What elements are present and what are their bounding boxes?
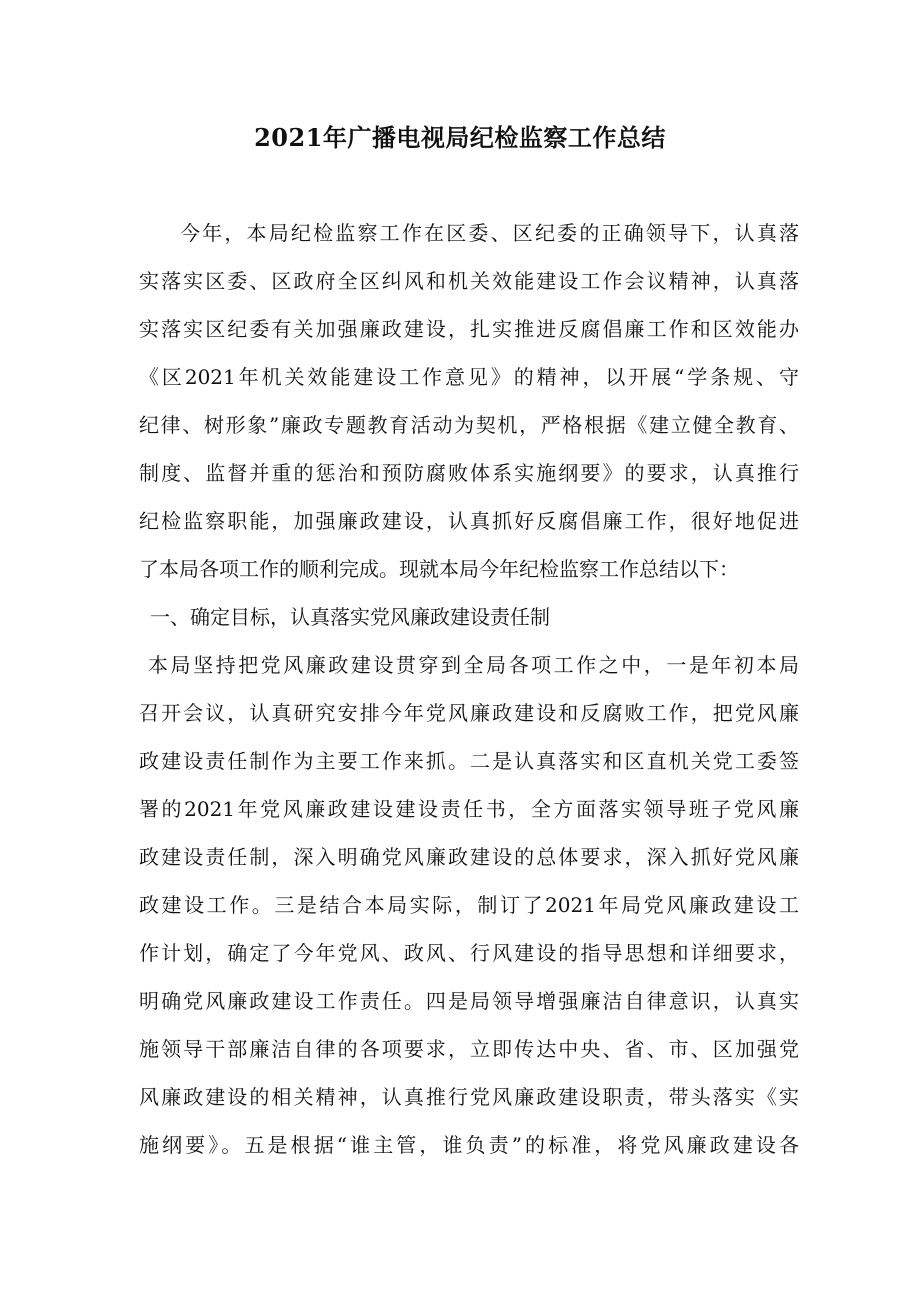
paragraph-line: 施纲要》。五是根据“谁主管，谁负责”的标准，将党风廉政建设各 <box>139 1133 799 1157</box>
paragraph-line: 风廉政建设的相关精神，认真推行党风廉政建设职责，带头落实《实 <box>139 1085 799 1109</box>
paragraph-line: 施领导干部廉洁自律的各项要求，立即传达中央、省、市、区加强党 <box>139 1037 799 1061</box>
paragraph-line: 实落实区纪委有关加强廉政建设，扎实推进反腐倡廉工作和区效能办 <box>139 317 799 341</box>
paragraph-line: 署的2021年党风廉政建设建设责任书，全方面落实领导班子党风廉 <box>139 797 799 821</box>
paragraph-line: 政建设工作。三是结合本局实际，制订了2021年局党风廉政建设工 <box>139 893 799 917</box>
paragraph-line: 制度、监督并重的惩治和预防腐败体系实施纲要》的要求，认真推行 <box>139 461 799 485</box>
section-heading: 一、确定目标，认真落实党风廉政建设责任制 <box>150 605 550 629</box>
paragraph-line: 纪律、树形象”廉政专题教育活动为契机，严格根据《建立健全教育、 <box>139 413 799 437</box>
paragraph-line: 明确党风廉政建设工作责任。四是局领导增强廉洁自律意识，认真实 <box>139 989 799 1013</box>
paragraph-line: 今年，本局纪检监察工作在区委、区纪委的正确领导下，认真落 <box>180 221 799 245</box>
paragraph-line: 政建设责任制作为主要工作来抓。二是认真落实和区直机关党工委签 <box>139 749 799 773</box>
paragraph-line: 召开会议，认真研究安排今年党风廉政建设和反腐败工作，把党风廉 <box>139 701 799 725</box>
document-title: 2021年广播电视局纪检监察工作总结 <box>254 123 666 152</box>
paragraph-line: 本局坚持把党风廉政建设贯穿到全局各项工作之中，一是年初本局 <box>148 653 799 677</box>
paragraph-line: 政建设责任制，深入明确党风廉政建设的总体要求，深入抓好党风廉 <box>139 845 799 869</box>
paragraph-line: 作计划，确定了今年党风、政风、行风建设的指导思想和详细要求， <box>139 941 799 965</box>
paragraph-line: 纪检监察职能，加强廉政建设，认真抓好反腐倡廉工作，很好地促进 <box>139 509 799 533</box>
paragraph-line: 了本局各项工作的顺利完成。现就本局今年纪检监察工作总结以下： <box>139 557 739 581</box>
paragraph-line: 实落实区委、区政府全区纠风和机关效能建设工作会议精神，认真落 <box>139 269 799 293</box>
paragraph-line: 《区2021年机关效能建设工作意见》的精神，以开展“学条规、守 <box>139 365 799 389</box>
